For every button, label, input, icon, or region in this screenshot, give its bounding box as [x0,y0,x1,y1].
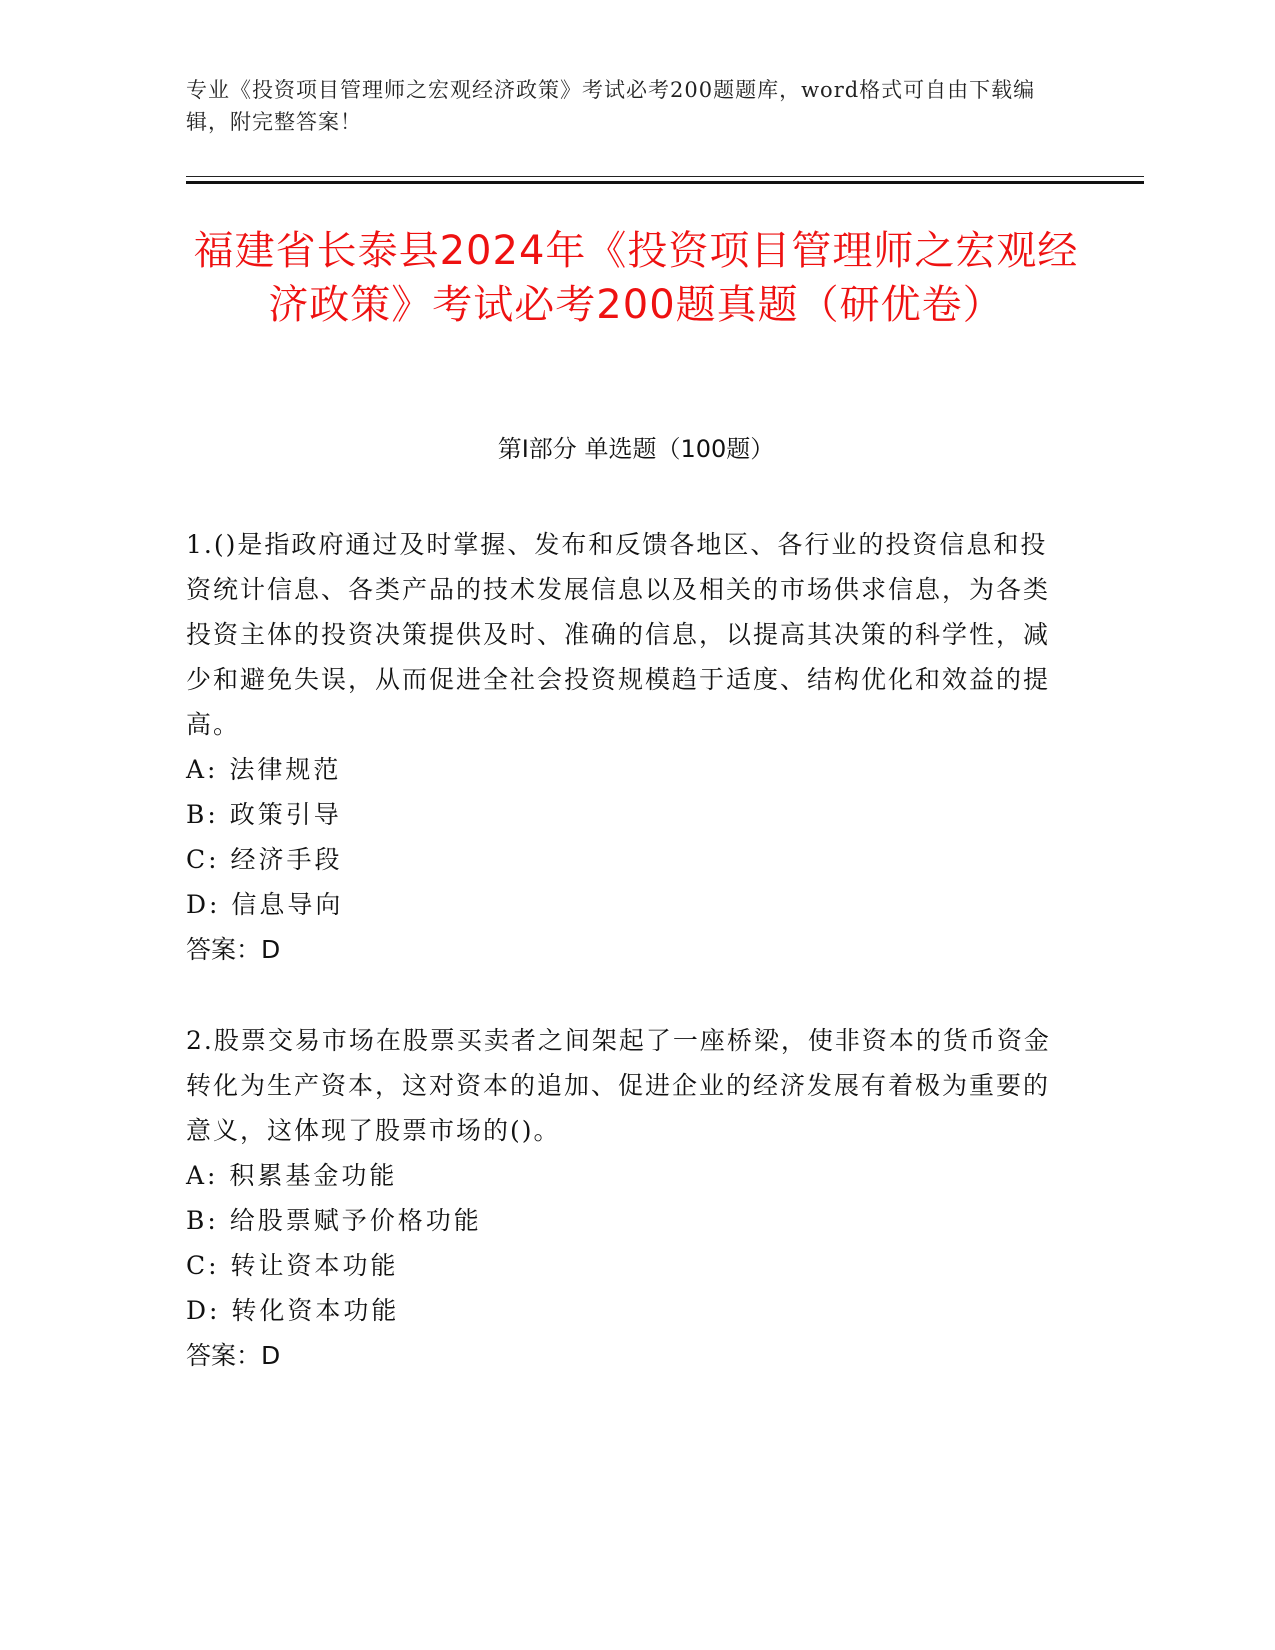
question-stem: 2.股票交易市场在股票买卖者之间架起了一座桥梁，使非资本的货币资金转化为生产资本，这对资本的追加、促进企业的经济发展有着极为重要的意义，这体现了股票市场的()。 [186,1026,1051,1145]
option-b: B: 政策引导 [186,800,342,829]
header-divider-thin [186,176,1144,177]
option-d: D: 信息导向 [186,890,344,919]
section-title: 第I部分 单选题（100题） [497,435,775,463]
option-d: D: 转化资本功能 [186,1296,400,1325]
document-title: 福建省长泰县2024年《投资项目管理师之宏观经济政策》考试必考200题真题（研优卷） [193,228,1079,328]
option-b: B: 给股票赋予价格功能 [186,1206,482,1235]
question-2 [186,1018,1066,1378]
header-divider-thick [186,181,1144,184]
question-1 [186,522,1066,972]
question-list [186,522,1066,1424]
option-c: C: 转让资本功能 [186,1251,399,1280]
question-stem: 1.()是指政府通过及时掌握、发布和反馈各地区、各行业的投资信息和投资统计信息、各类产品的技术发展信息以及相关的市场供求信息，为各类投资主体的投资决策提供及时、准确的信息，以提高其决策的科学性，减少和避免失误，从而促进全社会投资规模趋于适度、结构优化和效益的提高。 [186,530,1051,739]
answer-line: 答案：D [186,935,281,964]
option-c: C: 经济手段 [186,845,343,874]
option-a: A: 法律规范 [186,755,342,784]
option-a: A: 积累基金功能 [186,1161,398,1190]
header-note: 专业《投资项目管理师之宏观经济政策》考试必考200题题库，word格式可自由下载编辑，附完整答案！ [186,78,1036,134]
answer-line: 答案：D [186,1341,281,1370]
